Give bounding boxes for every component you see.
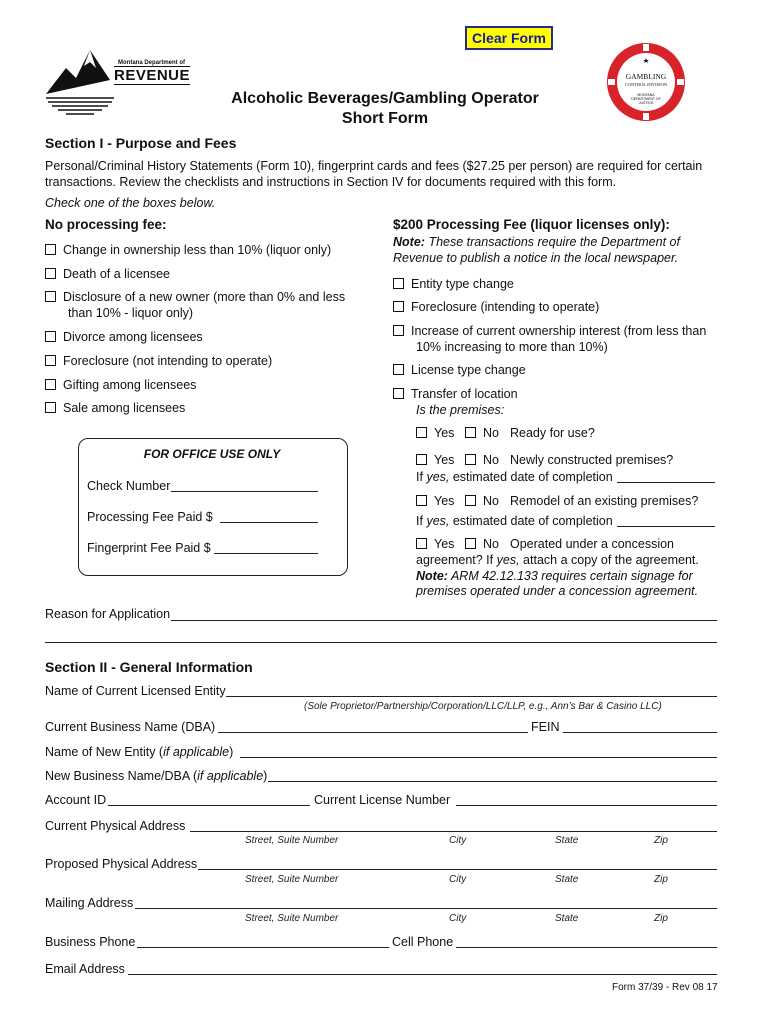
checkbox-license-type-change[interactable]: [393, 363, 526, 377]
checkbox-foreclosure-not-operate[interactable]: [45, 354, 272, 368]
checkbox-icon[interactable]: [45, 355, 56, 366]
clear-form-button[interactable]: Clear Form: [465, 26, 553, 50]
checkbox-label: Disclosure of a new owner (more than 0% and less: [63, 290, 346, 304]
city-hint: City: [449, 913, 467, 924]
section2-heading: Section II - General Information: [45, 659, 253, 675]
form-id: Form 37/39 - Rev 08 17: [612, 982, 718, 993]
new-question: Newly constructed premises?: [510, 453, 674, 467]
page-title: Alcoholic Beverages/Gambling Operator: [231, 90, 539, 107]
fee-note-line-2: Revenue to publish a notice in the local newspaper.: [393, 251, 679, 265]
ready-question: Ready for use?: [510, 426, 595, 440]
yes-label: Yes: [434, 453, 455, 467]
concession-yes-checkbox[interactable]: [416, 537, 454, 551]
new-business-field[interactable]: [268, 781, 717, 782]
checkbox-icon[interactable]: [465, 427, 476, 438]
business-name-field[interactable]: [218, 732, 528, 733]
business-phone-label: Business Phone: [45, 935, 136, 949]
account-id-field[interactable]: [108, 805, 310, 806]
checkbox-label: Gifting among licensees: [63, 378, 197, 392]
business-name-label: Current Business Name (DBA): [45, 720, 216, 734]
concession-note-1: Note: ARM 42.12.133 requires certain signage for: [416, 569, 693, 583]
concession-note-2: premises operated under a concession agreement.: [416, 584, 699, 598]
checkbox-label: Foreclosure (not intending to operate): [63, 354, 273, 368]
checkbox-icon[interactable]: [465, 454, 476, 465]
street-hint: Street, Suite Number: [245, 874, 339, 885]
checkbox-increase-ownership[interactable]: [393, 324, 706, 338]
new-business-label: New Business Name/DBA (if applicable): [45, 769, 268, 783]
checkbox-icon[interactable]: [416, 495, 427, 506]
checkbox-icon[interactable]: [45, 379, 56, 390]
processing-fee-field[interactable]: [220, 522, 318, 523]
state-hint: State: [555, 835, 579, 846]
checkbox-change-ownership[interactable]: [45, 243, 331, 257]
checkbox-icon[interactable]: [45, 244, 56, 255]
is-premises-label: Is the premises:: [416, 403, 505, 417]
reason-field[interactable]: [171, 620, 717, 621]
checkbox-icon[interactable]: [45, 291, 56, 302]
street-hint: Street, Suite Number: [245, 835, 339, 846]
seal-text-3: MONTANA DEPARTMENT OF JUSTICE: [631, 93, 661, 105]
new-entity-field[interactable]: [240, 757, 717, 758]
checkbox-icon[interactable]: [45, 402, 56, 413]
yes-label: Yes: [434, 426, 455, 440]
new-completion-label: If yes, estimated date of completion: [416, 470, 613, 484]
no-fee-heading: No processing fee:: [45, 217, 167, 232]
new-yes-checkbox[interactable]: [416, 453, 454, 467]
current-license-label: Current License Number: [314, 793, 451, 807]
city-hint: City: [449, 874, 467, 885]
check-one-instruction: Check one of the boxes below.: [45, 196, 216, 210]
checkbox-icon[interactable]: [393, 325, 404, 336]
checkbox-transfer-location[interactable]: [393, 387, 518, 401]
intro-line-1: Personal/Criminal History Statements (Form 10), fingerprint cards and fees ($27.25 per person) are required for certain: [45, 159, 703, 173]
zip-hint: Zip: [654, 913, 668, 924]
concession-line-2: agreement? If yes, attach a copy of the agreement.: [416, 553, 699, 567]
checkbox-label-continued: 10% increasing to more than 10%): [416, 340, 608, 354]
reason-label: Reason for Application: [45, 607, 171, 621]
zip-hint: Zip: [654, 835, 668, 846]
checkbox-entity-type-change[interactable]: [393, 277, 514, 291]
city-hint: City: [449, 835, 467, 846]
checkbox-divorce[interactable]: [45, 330, 203, 344]
zip-hint: Zip: [654, 874, 668, 885]
checkbox-icon[interactable]: [393, 388, 404, 399]
checkbox-label: Death of a licensee: [63, 267, 171, 281]
checkbox-gifting[interactable]: [45, 378, 196, 392]
checkbox-label: Divorce among licensees: [63, 330, 203, 344]
current-address-label: Current Physical Address: [45, 819, 186, 833]
checkbox-label: License type change: [411, 363, 526, 377]
mailing-address-field[interactable]: [135, 908, 717, 909]
concession-no-checkbox[interactable]: [465, 537, 499, 551]
checkbox-icon[interactable]: [45, 331, 56, 342]
checkbox-icon[interactable]: [416, 427, 427, 438]
yes-label: Yes: [434, 537, 455, 551]
checkbox-label: Foreclosure (intending to operate): [411, 300, 600, 314]
entity-hint: (Sole Proprietor/Partnership/Corporation/LLC/LLP, e.g., Ann’s Bar & Casino LLC): [304, 701, 662, 712]
checkbox-label: Sale among licensees: [63, 401, 186, 415]
email-label: Email Address: [45, 962, 125, 976]
business-phone-field[interactable]: [137, 947, 389, 948]
office-use-heading: FOR OFFICE USE ONLY: [143, 447, 281, 461]
section1-heading: Section I - Purpose and Fees: [45, 135, 237, 151]
fee-note-line-1: Note: These transactions require the Department of: [393, 235, 680, 249]
remodel-yes-checkbox[interactable]: [416, 494, 454, 508]
yes-label: Yes: [434, 494, 455, 508]
checkbox-icon[interactable]: [45, 268, 56, 279]
checkbox-icon[interactable]: [416, 538, 427, 549]
new-no-checkbox[interactable]: [465, 453, 499, 467]
current-address-field[interactable]: [190, 831, 717, 832]
no-label: No: [483, 537, 499, 551]
processing-fee-label: Processing Fee Paid $: [87, 510, 213, 524]
proposed-address-field[interactable]: [198, 869, 717, 870]
current-license-field[interactable]: [456, 805, 717, 806]
checkbox-foreclosure-operate[interactable]: [393, 300, 599, 314]
mailing-address-label: Mailing Address: [45, 896, 134, 910]
cell-phone-field[interactable]: [456, 947, 717, 948]
checkbox-icon[interactable]: [393, 364, 404, 375]
checkbox-label: Entity type change: [411, 277, 514, 291]
no-label: No: [483, 453, 499, 467]
checkbox-icon[interactable]: [393, 301, 404, 312]
check-number-field[interactable]: [171, 491, 318, 492]
cell-phone-label: Cell Phone: [392, 935, 454, 949]
ready-no-checkbox[interactable]: [465, 426, 499, 440]
concession-question: Operated under a concession: [510, 537, 674, 551]
current-entity-label: Name of Current Licensed Entity: [45, 684, 226, 698]
seal-text-1: GAMBLING: [625, 72, 667, 81]
no-label: No: [483, 426, 499, 440]
fingerprint-fee-label: Fingerprint Fee Paid $: [87, 541, 211, 555]
no-label: No: [483, 494, 499, 508]
checkbox-icon[interactable]: [393, 278, 404, 289]
check-number-label: Check Number: [87, 479, 171, 493]
checkbox-label: Transfer of location: [411, 387, 518, 401]
fingerprint-fee-field[interactable]: [214, 553, 318, 554]
checkbox-icon[interactable]: [416, 454, 427, 465]
checkbox-label: Increase of current ownership interest (from less than: [411, 324, 707, 338]
remodel-completion-label: If yes, estimated date of completion: [416, 514, 613, 528]
checkbox-label: Change in ownership less than 10% (liquor only): [63, 243, 332, 257]
ready-yes-checkbox[interactable]: [416, 426, 454, 440]
street-hint: Street, Suite Number: [245, 913, 339, 924]
fee-heading: $200 Processing Fee (liquor licenses only):: [393, 217, 670, 232]
state-hint: State: [555, 874, 579, 885]
checkbox-death-licensee[interactable]: [45, 267, 170, 281]
remodel-question: Remodel of an existing premises?: [510, 494, 699, 508]
logo-dept-text: Montana Department of: [118, 60, 186, 66]
checkbox-label-continued: than 10% - liquor only): [68, 306, 194, 320]
proposed-address-label: Proposed Physical Address: [45, 857, 198, 871]
new-completion-date-field[interactable]: [617, 482, 715, 483]
gambling-control-seal: [606, 42, 686, 122]
fein-label: FEIN: [531, 720, 560, 734]
fein-field[interactable]: [563, 732, 717, 733]
remodel-no-checkbox[interactable]: [465, 494, 499, 508]
email-field[interactable]: [128, 974, 717, 975]
checkbox-sale[interactable]: [45, 401, 185, 415]
reason-field-line-2[interactable]: [45, 642, 717, 643]
state-hint: State: [555, 913, 579, 924]
checkbox-disclosure-new-owner[interactable]: [45, 290, 345, 304]
seal-text-2: CONTROL DIVISION: [624, 82, 668, 87]
remodel-completion-date-field[interactable]: [617, 526, 715, 527]
current-entity-field[interactable]: [226, 696, 717, 697]
logo-revenue-text: REVENUE: [114, 67, 191, 84]
page-subtitle: Short Form: [341, 110, 429, 127]
account-id-label: Account ID: [45, 793, 107, 807]
intro-line-2: transactions. Review the checklists and instructions in Section IV for documents required with this form.: [45, 175, 617, 189]
checkbox-icon[interactable]: [465, 495, 476, 506]
new-entity-label: Name of New Entity (if applicable): [45, 745, 234, 759]
checkbox-icon[interactable]: [465, 538, 476, 549]
